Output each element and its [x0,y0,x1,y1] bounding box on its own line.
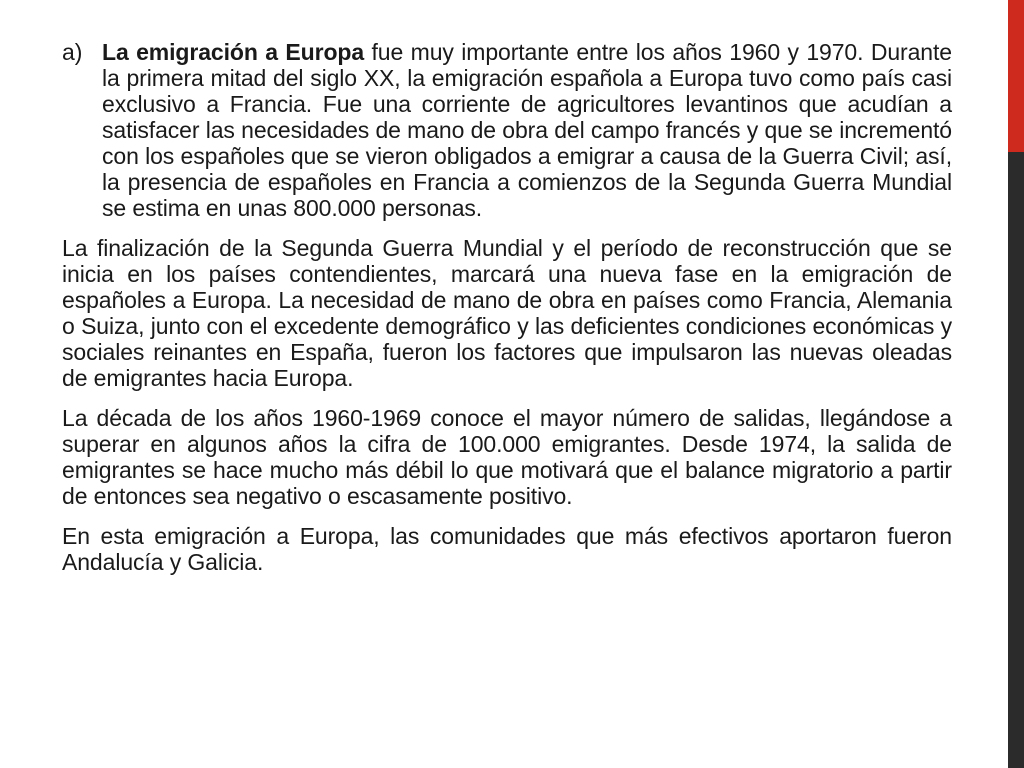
slide-body [62,39,952,589]
paragraph-sixties: La década de los años 1960-1969 conoce el mayor número de salidas, llegándose a superar en algunos años la cifra de 100.000 emigrantes. Desde 1974, la salida de emigrantes se hace mucho más débil lo que motivará que el balance migratorio a partir de entonces sea negativo o escasamente positivo. [62,405,952,509]
list-item-heading: La emigración a Europa [102,39,365,65]
list-item-a [62,39,952,221]
accent-bar-red [1008,0,1024,152]
list-marker: a) [62,39,83,65]
list-item-text: fue muy importante entre los años 1960 y 1970. Durante la primera mitad del siglo XX, la emigración española a Europa tuvo como país casi exclusivo a Francia. Fue una corriente de agricultores levantinos que acudían a satisfacer las necesidades de mano de obra del campo francés y que se incrementó con los españoles que se vieron obligados a emigrar a causa de la Guerra Civil; así, la presencia de españoles en Francia a comienzos de la Segunda Guerra Mundial se estima en unas 800.000 personas. [102,39,952,221]
paragraph-postwar: La finalización de la Segunda Guerra Mundial y el período de reconstrucción que se inicia en los países contendientes, marcará una nueva fase en la emigración de españoles a Europa. La necesidad de mano de obra en países como Francia, Alemania o Suiza, junto con el excedente demográfico y las deficientes condiciones económicas y sociales reinantes en España, fueron los factores que impulsaron las nuevas oleadas de emigrantes hacia Europa. [62,235,952,391]
paragraph-communities: En esta emigración a Europa, las comunidades que más efectivos aportaron fueron Andalucía y Galicia. [62,523,952,575]
accent-bar-dark [1008,152,1024,768]
